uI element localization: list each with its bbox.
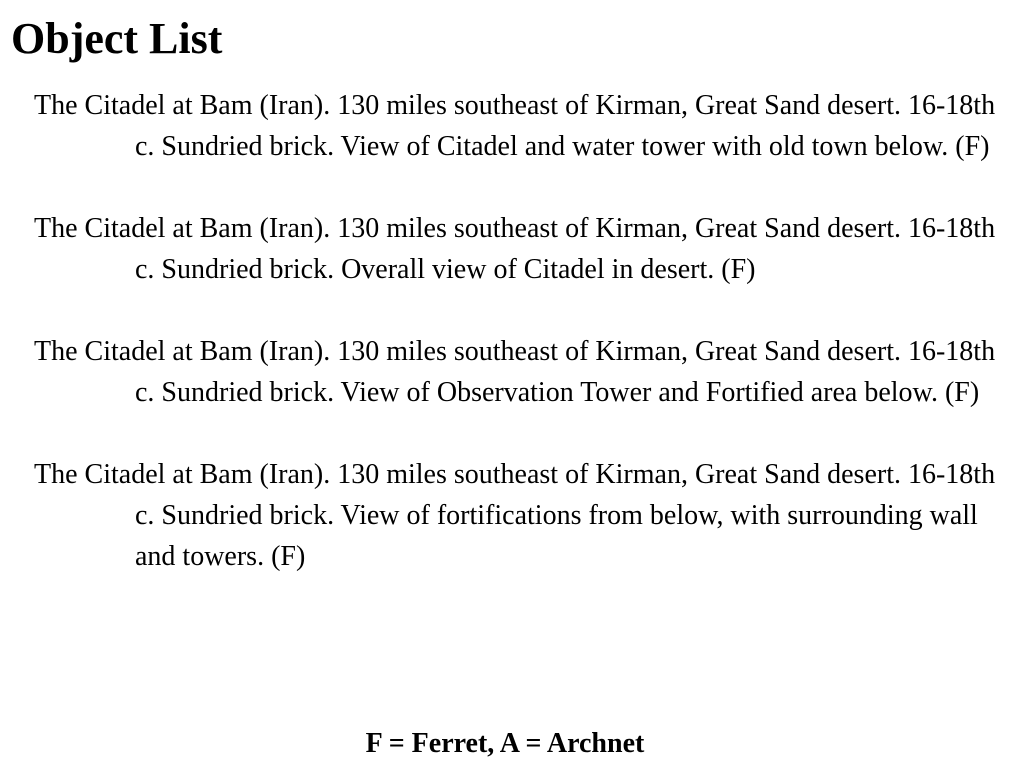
source-legend: F = Ferret, A = Archnet [365, 728, 645, 759]
page-title: Object List [11, 14, 223, 63]
object-entry: The Citadel at Bam (Iran). 130 miles southeast of Kirman, Great Sand desert. 16-18th c. Sundried brick. View of fortifications from below, with surrounding wall and towers. (F) [34, 459, 996, 572]
object-entry: The Citadel at Bam (Iran). 130 miles southeast of Kirman, Great Sand desert. 16-18th c. Sundried brick. View of Observation Tower and Fortified area below. (F) [34, 336, 996, 408]
object-entry: The Citadel at Bam (Iran). 130 miles southeast of Kirman, Great Sand desert. 16-18th c. Sundried brick. View of Citadel and water tower with old town below. (F) [34, 90, 996, 162]
object-entry: The Citadel at Bam (Iran). 130 miles southeast of Kirman, Great Sand desert. 16-18th c. Sundried brick. Overall view of Citadel in desert. (F) [34, 213, 996, 285]
object-list [34, 85, 1009, 618]
